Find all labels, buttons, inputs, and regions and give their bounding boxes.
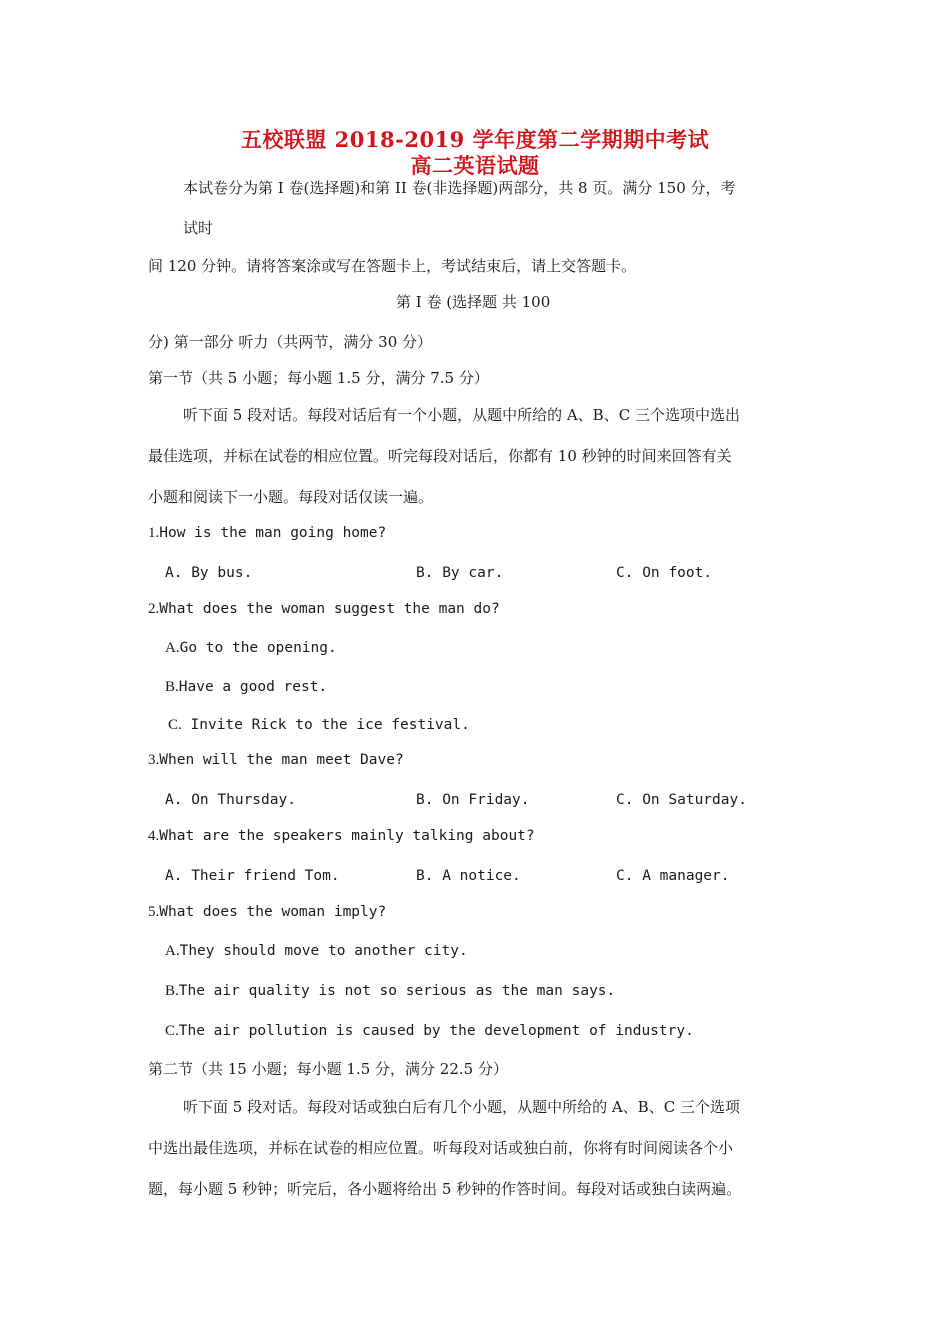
question-text: What are the speakers mainly talking about?: [159, 828, 535, 844]
volume-heading: 第 I 卷 (选择题 共 100: [396, 293, 551, 311]
option-c: C. A manager.: [616, 868, 730, 884]
option-c: C. On Saturday.: [616, 792, 747, 808]
option-c: [165, 1021, 694, 1041]
intro-line-2: 试时: [183, 219, 214, 237]
question-text: How is the man going home?: [159, 525, 387, 541]
intro-line-3: 间 120 分钟。请将答案涂或写在答题卡上，考试结束后，请上交答题卡。: [148, 257, 637, 275]
option-a: A. On Thursday.: [165, 792, 296, 808]
question-number: 5.: [148, 904, 160, 920]
option-c: C. On foot.: [616, 565, 713, 581]
option-b: B. A notice.: [416, 868, 521, 884]
question-number: 2.: [148, 601, 160, 617]
question-number: 3.: [148, 752, 160, 768]
exam-title: 五校联盟 2018-2019 学年度第二学期期中考试: [240, 127, 710, 152]
option-label: B.: [165, 983, 179, 999]
question-text: What does the woman imply?: [159, 904, 387, 920]
question-text: What does the woman suggest the man do?: [159, 601, 500, 617]
question-text: When will the man meet Dave?: [159, 752, 404, 768]
question-5: [148, 902, 386, 922]
section-2-instructions-1: 听下面 5 段对话。每段对话或独白后有几个小题，从题中所给的 A、B、C 三个选项: [183, 1098, 740, 1116]
option-a: [165, 638, 337, 658]
part-one-heading: 分) 第一部分 听力（共两节，满分 30 分）: [148, 333, 433, 351]
option-text: Have a good rest.: [178, 679, 328, 695]
section-1-instructions-2: 最佳选项，并标在试卷的相应位置。听完每段对话后，你都有 10 秒钟的时间来回答有关: [148, 447, 732, 465]
question-2: [148, 599, 500, 619]
option-label: A.: [165, 640, 180, 656]
option-b: B. By car.: [416, 565, 504, 581]
option-label: C.: [165, 1023, 179, 1039]
option-c: [168, 715, 470, 735]
option-text: Invite Rick to the ice festival.: [190, 717, 470, 733]
question-3: [148, 750, 404, 770]
section-2-instructions-3: 题，每小题 5 秒钟；听完后，各小题将给出 5 秒钟的作答时间。每段对话或独白读两遍。: [148, 1180, 742, 1198]
option-label: C.: [168, 717, 182, 733]
question-number: 4.: [148, 828, 160, 844]
option-a: [165, 941, 468, 961]
section-1-instructions-3: 小题和阅读下一小题。每段对话仅读一遍。: [148, 488, 434, 506]
question-number: 1.: [148, 525, 160, 541]
intro-line-1: 本试卷分为第 I 卷(选择题)和第 II 卷(非选择题)两部分，共 8 页。满分 150 分，考: [183, 179, 736, 197]
option-a: A. By bus.: [165, 565, 253, 581]
section-1-instructions-1: 听下面 5 段对话。每段对话后有一个小题，从题中所给的 A、B、C 三个选项中选出: [183, 406, 740, 424]
option-b: B. On Friday.: [416, 792, 530, 808]
section-2-heading: 第二节（共 15 小题；每小题 1.5 分，满分 22.5 分）: [148, 1060, 508, 1078]
option-label: A.: [165, 943, 180, 959]
option-text: They should move to another city.: [179, 943, 468, 959]
option-b: [165, 981, 615, 1001]
option-text: The air quality is not so serious as the man says.: [178, 983, 616, 999]
exam-subtitle: 高二英语试题: [410, 153, 540, 178]
option-label: B.: [165, 679, 179, 695]
option-b: [165, 677, 327, 697]
section-2-instructions-2: 中选出最佳选项，并标在试卷的相应位置。听每段对话或独白前，你将有时间阅读各个小: [148, 1139, 734, 1157]
option-text: Go to the opening.: [179, 640, 337, 656]
option-a: A. Their friend Tom.: [165, 868, 340, 884]
option-text: The air pollution is caused by the development of industry.: [178, 1023, 694, 1039]
question-4: [148, 826, 535, 846]
section-1-heading: 第一节（共 5 小题；每小题 1.5 分，满分 7.5 分）: [148, 369, 489, 387]
question-1: [148, 523, 386, 543]
